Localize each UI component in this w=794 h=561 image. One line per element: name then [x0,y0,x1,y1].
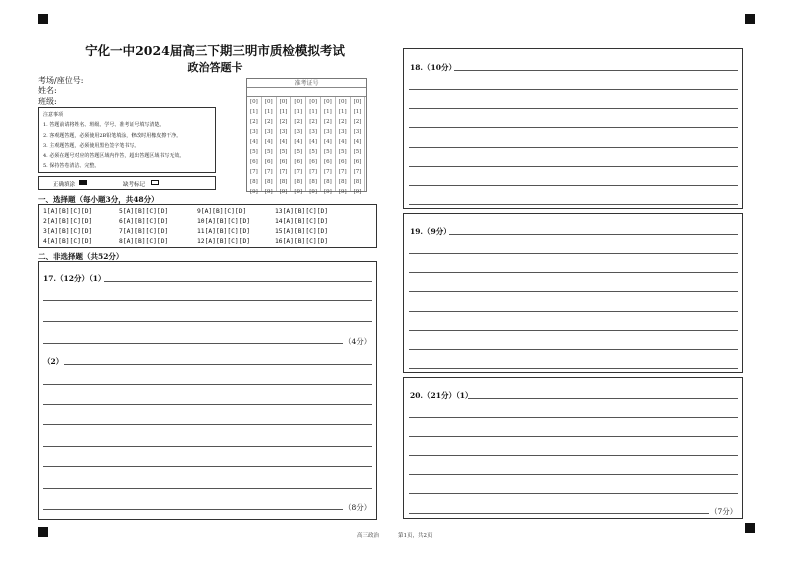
mc-question[interactable]: 5[A][B][C][D] [119,208,169,215]
answer-line[interactable] [409,204,738,205]
answer-line[interactable] [409,89,738,90]
answer-line[interactable] [43,488,372,489]
mc-question[interactable]: 13[A][B][C][D] [275,208,329,215]
name-label: 姓名: [38,86,57,95]
answer-line[interactable] [43,466,372,467]
exam-id-bubble[interactable]: [9] [309,189,317,195]
exam-id-bubble[interactable]: [2] [324,119,332,125]
exam-id-bubble[interactable]: [7] [279,169,288,175]
answer-line[interactable] [409,368,738,369]
exam-id-column [277,97,292,195]
exam-id-bubble[interactable]: [6] [250,159,258,165]
exam-id-bubble[interactable]: [5] [338,149,347,155]
exam-id-bubble[interactable]: [2] [250,119,258,125]
exam-id-bubble[interactable]: [3] [264,129,273,135]
exam-id-bubble[interactable]: [0] [353,99,362,105]
exam-id-bubble[interactable]: [9] [324,189,332,195]
class-label: 班级: [38,97,57,106]
mc-question[interactable]: 9[A][B][C][D] [197,208,247,215]
exam-id-bubble[interactable]: [7] [250,169,258,175]
exam-id-bubble[interactable]: [2] [338,119,347,125]
answer-line[interactable] [409,166,738,167]
exam-id-bubble[interactable]: [8] [264,179,273,185]
exam-id-bubble[interactable]: [4] [309,139,317,145]
answer-line[interactable] [409,291,738,292]
answer-line[interactable] [409,147,738,148]
exam-id-bubble[interactable]: [0] [309,99,317,105]
absent-mark-label: 缺考标记 [123,182,146,188]
exam-id-column [336,97,351,195]
exam-id-bubble[interactable]: [6] [309,159,317,165]
exam-id-bubble[interactable]: [8] [294,179,303,185]
notes-item: 3. 主观题答题，必须使用黑色签字笔书写。 [43,142,140,149]
footer-subject: 高三政治 [357,533,380,539]
exam-id-bubble[interactable]: [8] [324,179,332,185]
exam-id-bubble[interactable]: [5] [353,149,362,155]
answer-line[interactable] [409,127,738,128]
exam-id-bubble[interactable]: [9] [279,189,288,195]
exam-id-bubble[interactable]: [0] [264,99,273,105]
mc-question[interactable]: 8[A][B][C][D] [119,238,169,245]
answer-line[interactable] [43,321,372,322]
notes-item: 1. 答题前请将姓名、班级、学号、准考证号填写清楚。 [43,122,165,129]
registration-mark-bottom-right [745,523,755,533]
exam-id-column [306,97,321,195]
exam-id-bubble[interactable]: [3] [279,129,288,135]
answer-line[interactable] [409,108,738,109]
exam-id-bubble[interactable]: [1] [264,109,273,115]
exam-id-bubble[interactable]: [0] [324,99,332,105]
exam-id-bubble[interactable]: [3] [294,129,303,135]
answer-line[interactable] [409,436,738,437]
notes-title: 注意事项 [43,112,64,118]
answer-line[interactable] [43,300,372,301]
mc-question[interactable]: 14[A][B][C][D] [275,218,329,225]
footer-page: 第1页，共2页 [398,533,433,539]
exam-id-column [321,97,336,195]
q20-label: 20.（21分）（1） [410,391,473,400]
page-subtitle: 政治答题卡 [187,61,243,74]
exam-id-bubble[interactable]: [9] [353,189,362,195]
answer-line[interactable] [409,513,709,514]
exam-id-bubble[interactable]: [6] [264,159,273,165]
exam-id-bubble[interactable]: [5] [309,149,317,155]
notes-item: 5. 保持答卷清洁、完整。 [43,163,100,170]
exam-id-bubble[interactable]: [2] [353,119,362,125]
mc-question[interactable]: 12[A][B][C][D] [197,238,251,245]
exam-id-bubble[interactable]: [6] [279,159,288,165]
exam-id-bubble[interactable]: [9] [338,189,347,195]
mc-question[interactable]: 15[A][B][C][D] [275,228,329,235]
exam-id-bubble[interactable]: [3] [324,129,332,135]
exam-id-bubble[interactable]: [5] [324,149,332,155]
section2-title: 二、非选择题（共52分） [38,252,124,261]
answer-line[interactable] [409,253,738,254]
exam-id-bubble[interactable]: [5] [250,149,258,155]
exam-id-bubble[interactable]: [7] [324,169,332,175]
exam-id-bubble[interactable]: [7] [264,169,273,175]
exam-id-bubble[interactable]: [8] [309,179,317,185]
exam-id-bubble[interactable]: [0] [294,99,303,105]
exam-id-bubble[interactable]: [8] [250,179,258,185]
exam-id-bubble[interactable]: [9] [294,189,303,195]
mc-question[interactable]: 2[A][B][C][D] [43,218,93,225]
answer-line[interactable] [43,509,343,510]
answer-line[interactable] [43,343,343,344]
answer-line[interactable] [43,384,372,385]
q17-score1: （4分） [344,337,372,346]
exam-id-write-row[interactable] [247,88,366,97]
answer-line[interactable] [409,455,738,456]
answer-line[interactable] [449,234,738,235]
exam-id-bubble[interactable]: [1] [338,109,347,115]
mc-question[interactable]: 7[A][B][C][D] [119,228,169,235]
exam-id-bubble[interactable]: [7] [294,169,303,175]
exam-id-bubble[interactable]: [5] [264,149,273,155]
exam-id-column [351,97,366,195]
exam-id-column [247,97,262,195]
answer-line[interactable] [43,404,372,405]
mc-question[interactable]: 3[A][B][C][D] [43,228,93,235]
correct-fill-sample [79,180,87,185]
answer-line[interactable] [409,185,738,186]
page-title: 宁化一中2024届高三下期三明市质检模拟考试 [85,43,345,58]
exam-id-bubble[interactable]: [9] [250,189,258,195]
exam-id-bubble[interactable]: [3] [338,129,347,135]
answer-line[interactable] [43,424,372,425]
exam-id-bubble[interactable]: [8] [338,179,347,185]
room-seat-label: 考场/座位号: [38,76,84,85]
answer-line[interactable] [409,493,738,494]
registration-mark-top-right [745,14,755,24]
exam-id-bubble[interactable]: [4] [279,139,288,145]
mc-question[interactable]: 10[A][B][C][D] [197,218,251,225]
exam-id-bubble[interactable]: [9] [264,189,273,195]
section1-title: 一、选择题（每小题3分，共48分） [38,195,159,204]
exam-id-bubble[interactable]: [0] [250,99,258,105]
exam-id-bubble[interactable]: [3] [250,129,258,135]
q20-score: （7分） [710,507,738,516]
fill-legend-box [38,176,216,190]
notes-item: 4. 必须在题号对应的答题区域内作答，超出答题区域书写无效。 [43,153,185,160]
mc-question[interactable]: 1[A][B][C][D] [43,208,93,215]
exam-id-bubble[interactable]: [3] [309,129,317,135]
exam-id-bubble[interactable]: [1] [309,109,317,115]
exam-id-label: 准考证号 [247,79,366,88]
exam-id-bubble[interactable]: [2] [309,119,317,125]
exam-id-bubble[interactable]: [4] [294,139,303,145]
notes-item: 2. 客观题答题，必须使用2B铅笔填涂，修改时用橡皮擦干净。 [43,132,182,139]
mc-question[interactable]: 16[A][B][C][D] [275,238,329,245]
correct-fill-label: 正确填涂 [53,182,76,188]
exam-id-bubble[interactable]: [8] [279,179,288,185]
absent-mark-sample[interactable] [151,180,159,185]
exam-id-bubble[interactable]: [2] [279,119,288,125]
exam-id-bubble[interactable]: [1] [279,109,288,115]
q17-score2: （8分） [344,503,372,512]
exam-id-bubble[interactable]: [1] [324,109,332,115]
exam-id-bubble[interactable]: [3] [353,129,362,135]
answer-line[interactable] [104,281,372,282]
exam-id-column [291,97,306,195]
exam-id-bubble[interactable]: [4] [324,139,332,145]
answer-line[interactable] [468,398,738,399]
answer-line[interactable] [409,417,738,418]
exam-id-bubble[interactable]: [2] [264,119,273,125]
exam-id-bubble[interactable]: [7] [353,169,362,175]
notes-box [38,107,216,173]
registration-mark-bottom-left [38,527,48,537]
mc-question[interactable]: 4[A][B][C][D] [43,238,93,245]
exam-id-bubble[interactable]: [2] [294,119,303,125]
q18-label: 18.（10分） [410,63,456,72]
exam-id-bubble[interactable]: [6] [294,159,303,165]
exam-id-bubble[interactable]: [7] [338,169,347,175]
mc-question[interactable]: 11[A][B][C][D] [197,228,251,235]
exam-id-bubble[interactable]: [6] [324,159,332,165]
exam-id-bubble[interactable]: [1] [353,109,362,115]
exam-id-bubble[interactable]: [6] [338,159,347,165]
multiple-choice-box [38,204,377,248]
exam-id-bubble[interactable]: [1] [294,109,303,115]
answer-line[interactable] [64,364,372,365]
q17-part2-label: （2） [43,357,64,366]
exam-id-bubble[interactable]: [4] [250,139,258,145]
exam-id-bubble[interactable]: [6] [353,159,362,165]
exam-id-bubble[interactable]: [1] [250,109,258,115]
exam-id-bubble[interactable]: [4] [264,139,273,145]
exam-id-bubble[interactable]: [0] [338,99,347,105]
exam-id-bubble[interactable]: [0] [279,99,288,105]
answer-line[interactable] [409,272,738,273]
q17-label: 17.（12分）（1） [43,274,106,283]
answer-line[interactable] [409,474,738,475]
q19-label: 19.（9分） [410,227,451,236]
answer-line[interactable] [43,446,372,447]
exam-id-bubble[interactable]: [7] [309,169,317,175]
answer-line[interactable] [409,330,738,331]
answer-line[interactable] [454,70,738,71]
exam-id-column [262,97,277,195]
answer-line[interactable] [409,349,738,350]
exam-id-bubble[interactable]: [5] [294,149,303,155]
exam-id-bubble[interactable]: [8] [353,179,362,185]
exam-id-bubble[interactable]: [4] [353,139,362,145]
exam-id-grid [246,78,367,195]
answer-line[interactable] [409,311,738,312]
exam-id-bubble[interactable]: [4] [338,139,347,145]
mc-question[interactable]: 6[A][B][C][D] [119,218,169,225]
exam-id-bubble[interactable]: [5] [279,149,288,155]
registration-mark-top-left [38,14,48,24]
